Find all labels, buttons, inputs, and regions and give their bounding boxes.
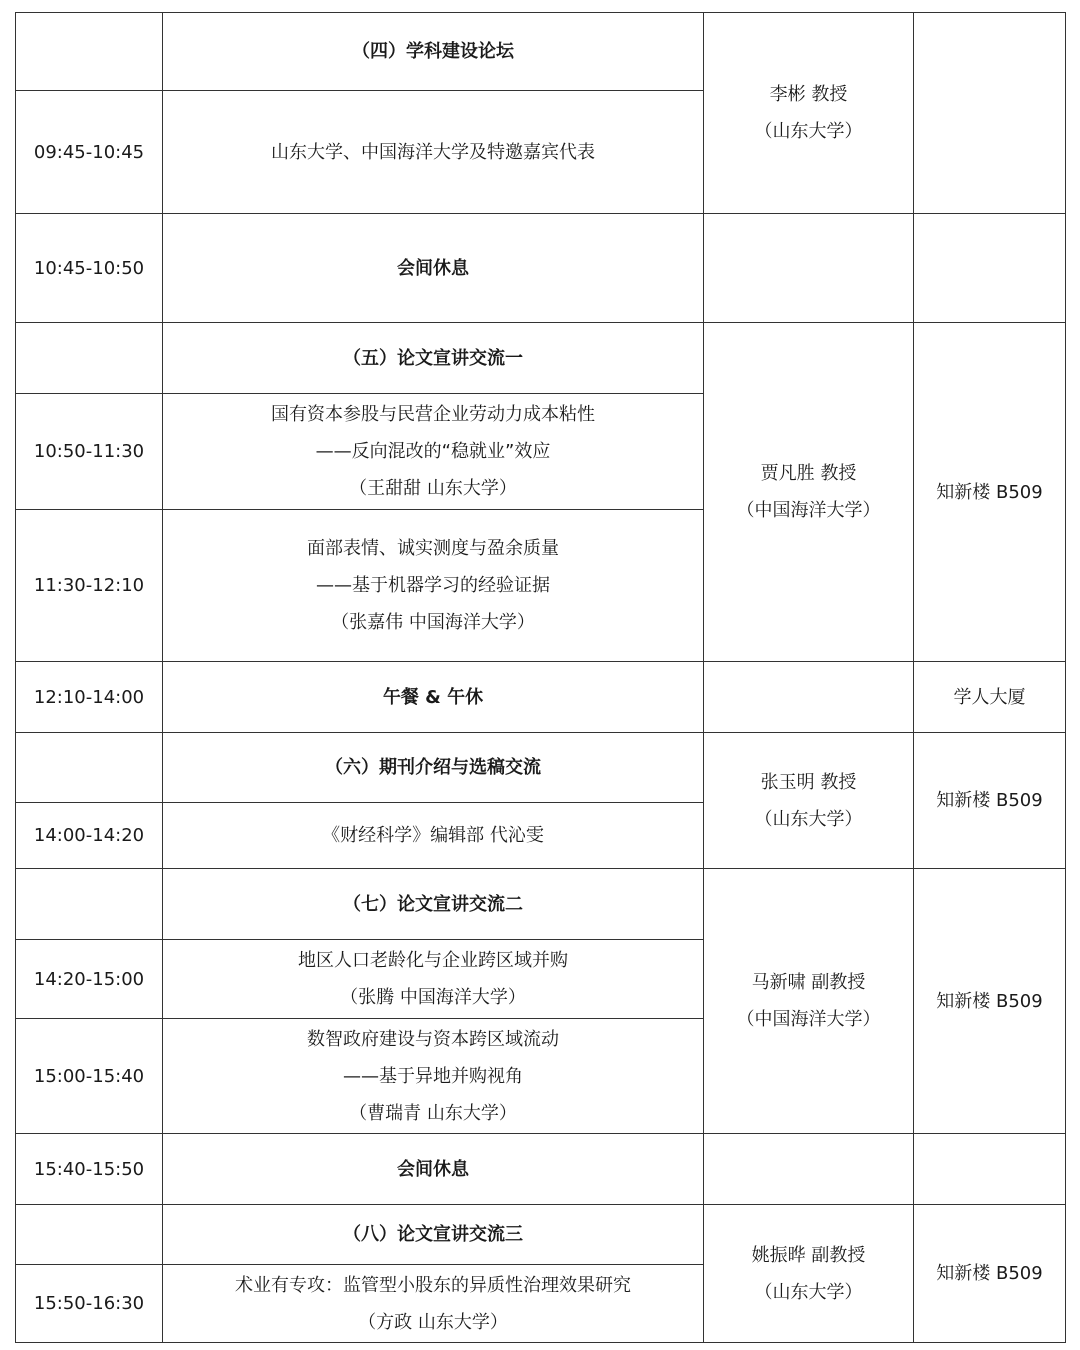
chair-cell [704, 214, 914, 323]
time-cell: 14:00-14:20 [16, 803, 163, 869]
time-cell [16, 323, 163, 394]
table-row [16, 733, 1066, 803]
chair-cell [704, 869, 914, 1134]
time-cell: 10:45-10:50 [16, 214, 163, 323]
time-cell [16, 733, 163, 803]
chair-cell [704, 733, 914, 869]
chair-org: （山东大学） [754, 1281, 863, 1303]
table-row [16, 869, 1066, 940]
schedule-table [15, 12, 1066, 1343]
chair-name: 贾凡胜 教授 [760, 463, 857, 484]
chair-cell [704, 1134, 914, 1205]
chair-name: 姚振晔 副教授 [751, 1244, 866, 1266]
paper-cell [163, 1019, 704, 1134]
paper-author: （王甜甜 山东大学） [349, 478, 517, 499]
time-cell: 12:10-14:00 [16, 662, 163, 733]
paper-subtitle: ——基于机器学习的经验证据 [316, 575, 550, 596]
venue-cell [914, 1134, 1066, 1205]
lunch-label: 午餐 & 午休 [163, 662, 704, 733]
chair-cell [704, 662, 914, 733]
paper-subtitle: ——反向混改的“稳就业”效应 [315, 441, 551, 462]
venue-cell: 知新楼 B509 [914, 733, 1066, 869]
chair-name: 李彬 教授 [769, 84, 848, 105]
time-cell: 11:30-12:10 [16, 510, 163, 662]
venue-cell [914, 13, 1066, 214]
break-label: 会间休息 [163, 214, 704, 323]
time-cell: 15:40-15:50 [16, 1134, 163, 1205]
paper-title: 数智政府建设与资本跨区域流动 [307, 1028, 559, 1050]
chair-name: 张玉明 教授 [760, 771, 857, 793]
time-cell: 14:20-15:00 [16, 940, 163, 1019]
table-row [16, 323, 1066, 394]
paper-author: （曹瑞青 山东大学） [349, 1102, 517, 1124]
time-cell [16, 13, 163, 91]
paper-author: （张腾 中国海洋大学） [340, 987, 526, 1008]
section-title: （四）学科建设论坛 [163, 13, 704, 91]
time-cell: 09:45-10:45 [16, 91, 163, 214]
section-title: （六）期刊介绍与选稿交流 [163, 733, 704, 803]
time-cell [16, 869, 163, 940]
section-title: （七）论文宣讲交流二 [163, 869, 704, 940]
table-row [16, 1205, 1066, 1265]
paper-title: 术业有专攻：监管型小股东的异质性治理效果研究 [235, 1274, 631, 1296]
paper-cell [163, 394, 704, 510]
paper-author: （张嘉伟 中国海洋大学） [331, 612, 535, 633]
chair-cell [704, 13, 914, 214]
time-cell: 10:50-11:30 [16, 394, 163, 510]
time-cell: 15:00-15:40 [16, 1019, 163, 1134]
venue-cell: 知新楼 B509 [914, 323, 1066, 662]
venue-cell: 知新楼 B509 [914, 1205, 1066, 1343]
content-cell: 山东大学、中国海洋大学及特邀嘉宾代表 [163, 91, 704, 214]
paper-subtitle: ——基于异地并购视角 [343, 1065, 523, 1087]
chair-name: 马新啸 副教授 [751, 972, 866, 993]
break-label: 会间休息 [163, 1134, 704, 1205]
venue-cell: 知新楼 B509 [914, 869, 1066, 1134]
venue-cell: 学人大厦 [914, 662, 1066, 733]
chair-org: （中国海洋大学） [736, 500, 881, 521]
paper-cell [163, 940, 704, 1019]
chair-org: （中国海洋大学） [736, 1009, 881, 1030]
paper-cell [163, 1265, 704, 1343]
table-row [16, 13, 1066, 91]
chair-org: （山东大学） [754, 808, 863, 830]
paper-author: （方政 山东大学） [358, 1311, 508, 1333]
paper-title: 国有资本参股与民营企业劳动力成本粘性 [271, 404, 595, 425]
content-cell: 《财经科学》编辑部 代沁雯 [163, 803, 704, 869]
venue-cell [914, 214, 1066, 323]
time-cell: 15:50-16:30 [16, 1265, 163, 1343]
paper-title: 面部表情、诚实测度与盈余质量 [307, 538, 559, 559]
section-title: （五）论文宣讲交流一 [163, 323, 704, 394]
table-row [16, 662, 1066, 733]
time-cell [16, 1205, 163, 1265]
chair-org: （山东大学） [754, 121, 863, 142]
chair-cell [704, 1205, 914, 1343]
chair-cell [704, 323, 914, 662]
section-title: （八）论文宣讲交流三 [163, 1205, 704, 1265]
paper-title: 地区人口老龄化与企业跨区域并购 [298, 950, 568, 971]
table-row [16, 1134, 1066, 1205]
table-row [16, 214, 1066, 323]
paper-cell [163, 510, 704, 662]
